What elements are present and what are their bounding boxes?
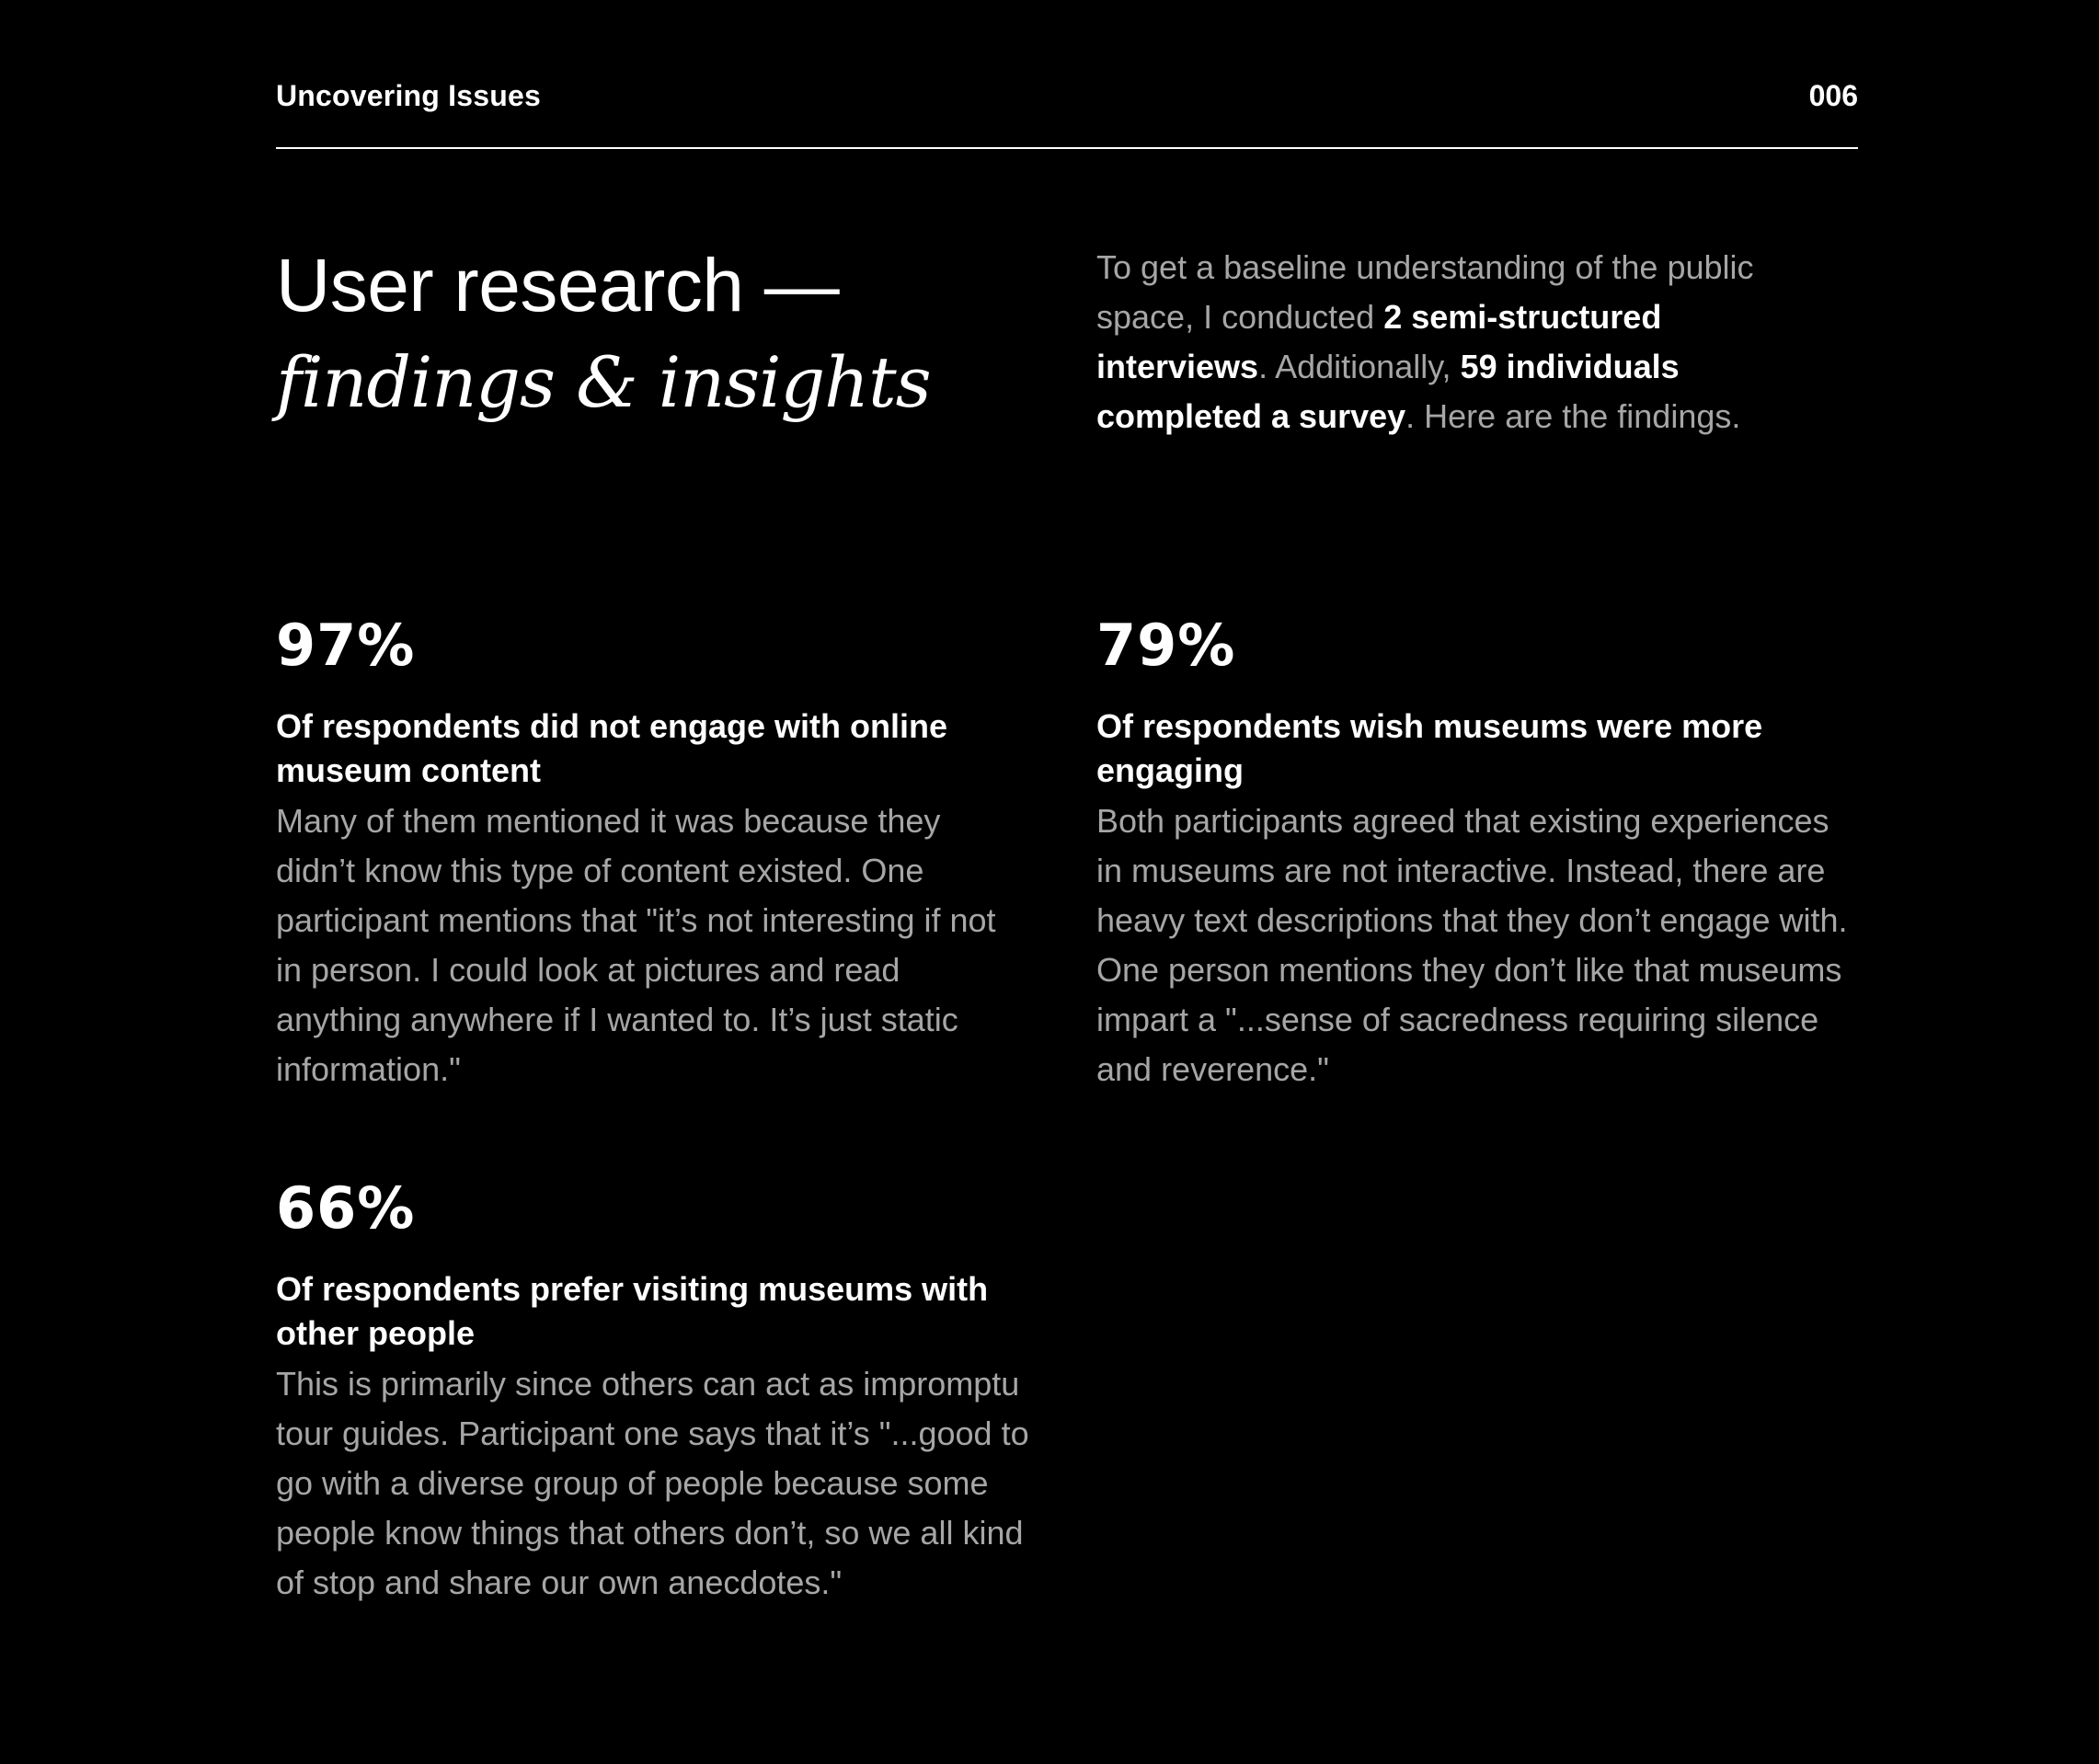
finding-stat-value: 97% xyxy=(276,612,416,679)
intro-highlight-survey: 59 individuals completed a survey xyxy=(1096,348,1680,435)
finding-heading: Of respondents did not engage with online museum content xyxy=(276,707,948,789)
intro-text-3: . Here are the findings. xyxy=(1405,397,1741,435)
header-divider xyxy=(276,147,1858,149)
intro-text-1: To get a baseline understanding of the public space, I conducted xyxy=(1096,248,1754,336)
finding-stat-value: 79% xyxy=(1096,612,1236,679)
finding-card xyxy=(276,609,1003,1094)
page-title-line-2: findings & insights xyxy=(276,341,931,423)
finding-body: Both participants agreed that existing experiences in museums are not interactive. Instead, there are heavy text descriptions that they don’t engage with. One person mentions they don’t like that museums impart a "...sense of sacredness requiring silence and reverence." xyxy=(1096,802,1848,1088)
finding-heading: Of respondents prefer visiting museums with other people xyxy=(276,1270,989,1352)
page-title xyxy=(276,237,1012,430)
intro-text-2: . Additionally, xyxy=(1258,348,1461,385)
page-title-line-1: User research — xyxy=(276,244,840,327)
finding-body: Many of them mentioned it was because they didn’t know this type of content existed. One participant mentions that "it’s not interesting if not in person. I could look at pictures and read anything anywhere if I wanted to. It’s just static information." xyxy=(276,802,996,1088)
intro-paragraph xyxy=(1096,243,1832,441)
finding-body: This is primarily since others can act as impromptu tour guides. Participant one says that it’s "...good to go with a diverse group of people because some people know things that others don’t, so we all kind of stop and share our own anecdotes." xyxy=(276,1365,1029,1601)
finding-heading: Of respondents wish museums were more engaging xyxy=(1096,707,1763,789)
intro-highlight-interviews: 2 semi-structured interviews xyxy=(1096,298,1662,385)
page-header xyxy=(276,79,1858,116)
page-number: 006 xyxy=(1808,79,1858,112)
finding-card xyxy=(276,1172,1030,1608)
finding-stat-value: 66% xyxy=(276,1174,416,1242)
section-label: Uncovering Issues xyxy=(276,79,541,112)
finding-card xyxy=(1096,609,1851,1094)
